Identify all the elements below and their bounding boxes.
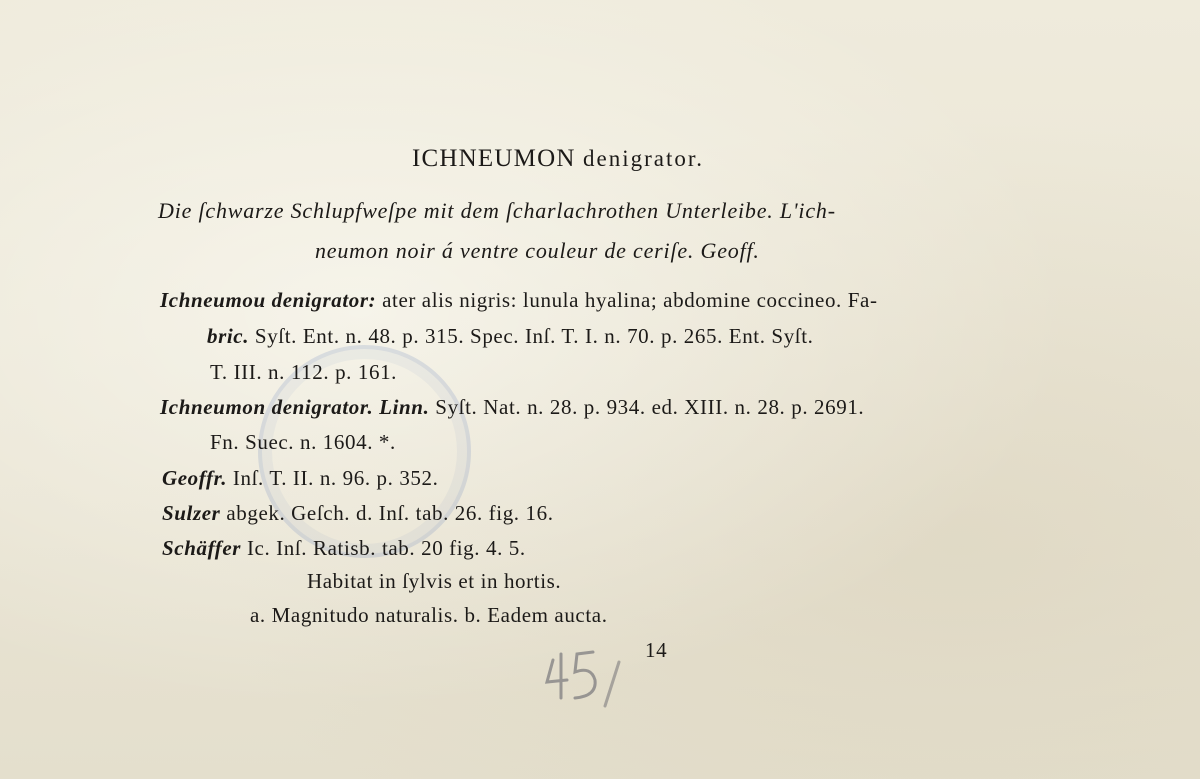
page-title bbox=[412, 145, 704, 173]
reference-text: Syſt. Nat. n. 28. p. 934. ed. XIII. n. 28. p. 2691. bbox=[429, 395, 865, 419]
reference-text: abgek. Geſch. d. Inſ. tab. 26. fig. 16. bbox=[220, 501, 554, 525]
reference-text: Inſ. T. II. n. 96. p. 352. bbox=[227, 466, 439, 490]
reference-linnaeus-cont bbox=[210, 430, 396, 455]
page-number: 14 bbox=[645, 638, 668, 662]
magnitude-line: a. Magnitudo naturalis. b. Eadem aucta. bbox=[250, 603, 608, 627]
reference-author: bric. bbox=[207, 324, 250, 348]
reference-text: Syſt. Ent. n. 48. p. 315. Spec. Inſ. T. I. n. 70. p. 265. Ent. Syſt. bbox=[249, 324, 814, 348]
habitat-line: Habitat in ſylvis et in hortis. bbox=[307, 569, 562, 593]
common-name-line-1: Die ſchwarze Schlupfweſpe mit dem ſcharlachrothen Unterleibe. L'ich- bbox=[158, 198, 836, 223]
reference-fabricius bbox=[160, 288, 878, 313]
reference-fabricius-cont-2 bbox=[210, 360, 397, 385]
reference-geoffroy bbox=[162, 466, 438, 491]
reference-author: Ichneumon denigrator. Linn. bbox=[160, 395, 430, 419]
common-name-line-2: neumon noir á ventre couleur de ceriſe. Geoff. bbox=[315, 238, 760, 263]
genus-name: ICHNEUMON bbox=[412, 145, 576, 172]
reference-text: Fn. Suec. n. 1604. *. bbox=[210, 430, 396, 454]
reference-text: ater alis nigris: lunula hyalina; abdomine coccineo. Fa- bbox=[376, 288, 878, 312]
reference-author: Schäffer bbox=[162, 536, 242, 560]
reference-author: Sulzer bbox=[162, 501, 221, 525]
reference-text: T. III. n. 112. p. 161. bbox=[210, 360, 398, 384]
species-name: denigrator. bbox=[583, 146, 705, 171]
reference-fabricius-cont bbox=[207, 324, 814, 349]
reference-text: Ic. Inſ. Ratisb. tab. 20 fig. 4. 5. bbox=[241, 536, 526, 560]
reference-sulzer bbox=[162, 501, 554, 526]
reference-linnaeus bbox=[160, 395, 864, 420]
reference-schaeffer bbox=[162, 536, 526, 561]
handwritten-mark bbox=[545, 640, 635, 710]
reference-author: Ichneumou denigrator: bbox=[160, 288, 377, 312]
reference-author: Geoffr. bbox=[162, 466, 228, 490]
